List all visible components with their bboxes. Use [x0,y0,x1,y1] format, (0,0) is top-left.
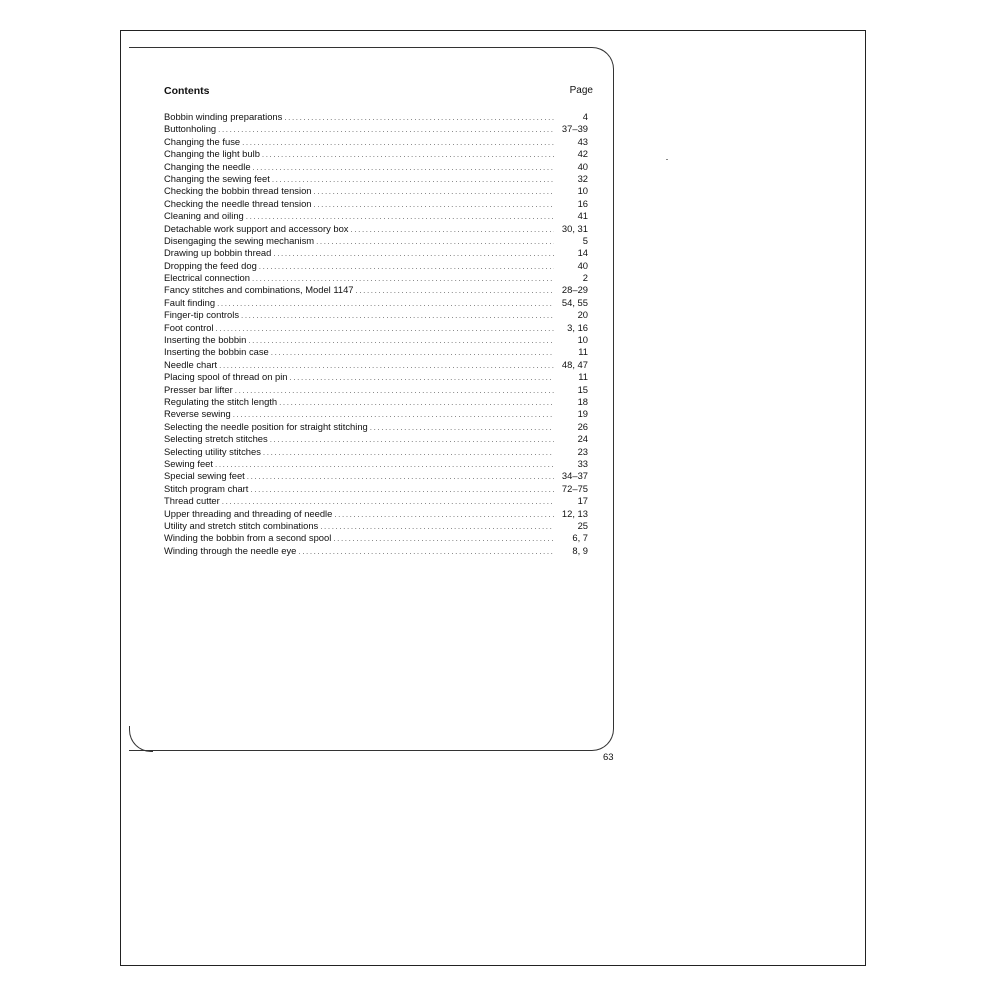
toc-entry [164,483,588,495]
toc-entry [164,433,588,445]
page-number: 63 [603,752,614,763]
toc-entry [164,446,588,458]
toc-entry-title: Regulating the stitch length [164,395,278,407]
toc-entry [164,111,588,123]
toc-entry-title: Winding the bobbin from a second spool [164,532,332,544]
toc-entry-page: 5 [582,234,588,246]
toc-dot-leader [247,471,554,483]
toc-entry-title: Reverse sewing [164,408,231,420]
contents-heading: Contents [164,85,210,97]
toc-dot-leader [273,248,554,260]
toc-entry-page: 18 [577,395,588,407]
toc-entry-title: Fancy stitches and combinations, Model 1147 [164,284,354,296]
toc-entry-title: Changing the light bulb [164,148,260,160]
toc-entry-page: 16 [577,197,588,209]
toc-entry-title: Detachable work support and accessory box [164,222,349,234]
toc-entry-title: Presser bar lifter [164,383,233,395]
toc-dot-leader [271,347,554,359]
toc-entry-title: Needle chart [164,358,218,370]
toc-entry-title: Electrical connection [164,272,250,284]
toc-entry-page: 12, 13 [561,507,588,519]
toc-dot-leader [272,174,554,186]
panel-corner-curl [129,726,153,752]
toc-entry-page: 28–29 [561,284,588,296]
toc-dot-leader [216,323,554,335]
scan-speck [666,159,668,160]
toc-entry-title: Utility and stretch stitch combinations [164,519,319,531]
toc-entry [164,123,588,135]
toc-dot-leader [314,186,554,198]
toc-dot-leader [259,261,554,273]
toc-entry-page: 32 [577,172,588,184]
toc-entry [164,371,588,383]
toc-entry-page: 30, 31 [561,222,588,234]
toc-entry-title: Dropping the feed dog [164,259,257,271]
toc-entry [164,545,588,557]
toc-entry-page: 41 [577,210,588,222]
toc-entry-title: Finger-tip controls [164,309,240,321]
toc-entry-title: Sewing feet [164,457,213,469]
toc-entry [164,322,588,334]
toc-entry-page: 10 [577,334,588,346]
toc-entry [164,359,588,371]
toc-entry [164,495,588,507]
toc-dot-leader [270,434,554,446]
toc-entry [164,185,588,197]
toc-entry-page: 8, 9 [572,544,588,556]
toc-entry-page: 4 [582,111,588,122]
toc-dot-leader [298,546,554,558]
toc-dot-leader [248,335,554,347]
toc-dot-leader [217,298,554,310]
toc-dot-leader [290,372,554,384]
toc-entry [164,247,588,259]
toc-entry-title: Cleaning and oiling [164,210,244,222]
toc-dot-leader [316,236,554,248]
toc-entry-page: 14 [577,247,588,259]
toc-entry [164,161,588,173]
toc-entry [164,458,588,470]
toc-entry-page: 10 [577,185,588,197]
toc-entry [164,520,588,532]
toc-entry-page: 2 [582,272,588,284]
toc-entry-page: 23 [577,445,588,457]
toc-entry [164,223,588,235]
toc-entry-title: Changing the fuse [164,135,241,147]
toc-entry [164,508,588,520]
document-page [120,30,866,966]
toc-dot-leader [279,397,554,409]
toc-entry [164,396,588,408]
toc-entry-page: 6, 7 [572,532,588,544]
toc-entry-page: 42 [577,148,588,160]
toc-entry-title: Fault finding [164,296,216,308]
toc-entry-title: Winding through the needle eye [164,544,297,556]
toc-dot-leader [215,459,554,471]
toc-dot-leader [241,310,554,322]
toc-entry-page: 20 [577,309,588,321]
toc-dot-leader [253,162,554,174]
toc-entry [164,408,588,420]
toc-entry-page: 40 [577,259,588,271]
toc-entry-title: Selecting stretch stitches [164,433,268,445]
toc-entry-page: 48, 47 [561,358,588,370]
toc-entry [164,284,588,296]
toc-entry [164,334,588,346]
toc-dot-leader [314,199,554,211]
toc-entry-title: Changing the sewing feet [164,172,270,184]
toc-entry-page: 72–75 [561,482,588,494]
toc-entry-title: Foot control [164,321,214,333]
toc-entry-page: 40 [577,160,588,172]
toc-entry-page: 11 [578,371,588,383]
toc-entry [164,136,588,148]
toc-entry [164,532,588,544]
toc-entry-title: Selecting the needle position for straight stitching [164,420,368,432]
toc-entry-title: Bobbin winding preparations [164,111,283,122]
toc-entry [164,309,588,321]
toc-entry [164,384,588,396]
toc-entry-page: 54, 55 [561,296,588,308]
toc-entry-title: Inserting the bobbin [164,334,247,346]
toc-entry-title: Drawing up bobbin thread [164,247,272,259]
toc-entry-page: 17 [577,495,588,507]
toc-entry-page: 26 [577,420,588,432]
toc-entry-page: 34–37 [561,470,588,482]
toc-entry-title: Selecting utility stitches [164,445,261,457]
toc-entry-page: 24 [577,433,588,445]
toc-entry [164,235,588,247]
toc-dot-leader [263,447,554,459]
toc-dot-leader [242,137,554,149]
toc-entry-page: 3, 16 [567,321,588,333]
toc-dot-leader [218,124,554,136]
toc-entry [164,260,588,272]
toc-dot-leader [356,285,554,297]
toc-entry [164,421,588,433]
contents-panel [129,47,614,751]
toc-entry-page: 25 [577,519,588,531]
toc-entry [164,173,588,185]
toc-entry-page: 15 [577,383,588,395]
toc-entry-title: Special sewing feet [164,470,245,482]
toc-dot-leader [284,112,554,124]
toc-entry-title: Upper threading and threading of needle [164,507,333,519]
toc-dot-leader [320,521,554,533]
toc-entry [164,297,588,309]
toc-dot-leader [334,509,554,521]
toc-entry-page: 33 [577,457,588,469]
toc-entry-title: Stitch program chart [164,482,249,494]
toc-dot-leader [250,484,554,496]
toc-entry-title: Placing spool of thread on pin [164,371,288,383]
toc-entry [164,470,588,482]
toc-entry [164,210,588,222]
toc-entry-title: Disengaging the sewing mechanism [164,234,315,246]
toc-entry-page: 11 [578,346,588,358]
toc-entry-page: 37–39 [561,123,588,135]
toc-dot-leader [350,224,554,236]
toc-dot-leader [370,422,554,434]
toc-entry-page: 43 [577,135,588,147]
toc-entry [164,272,588,284]
toc-entry-title: Checking the needle thread tension [164,197,312,209]
toc-entry [164,148,588,160]
toc-entry-page: 19 [577,408,588,420]
toc-entry-title: Thread cutter [164,495,220,507]
toc-entry-title: Changing the needle [164,160,251,172]
toc-entry-title: Buttonholing [164,123,217,135]
toc-entry-title: Inserting the bobbin case [164,346,269,358]
toc-entry [164,346,588,358]
toc-entry-title: Checking the bobbin thread tension [164,185,312,197]
toc-dot-leader [235,385,554,397]
toc-entry [164,198,588,210]
table-of-contents [164,111,588,557]
page-column-label: Page [569,85,593,96]
toc-dot-leader [333,533,554,545]
toc-dot-leader [262,149,554,161]
